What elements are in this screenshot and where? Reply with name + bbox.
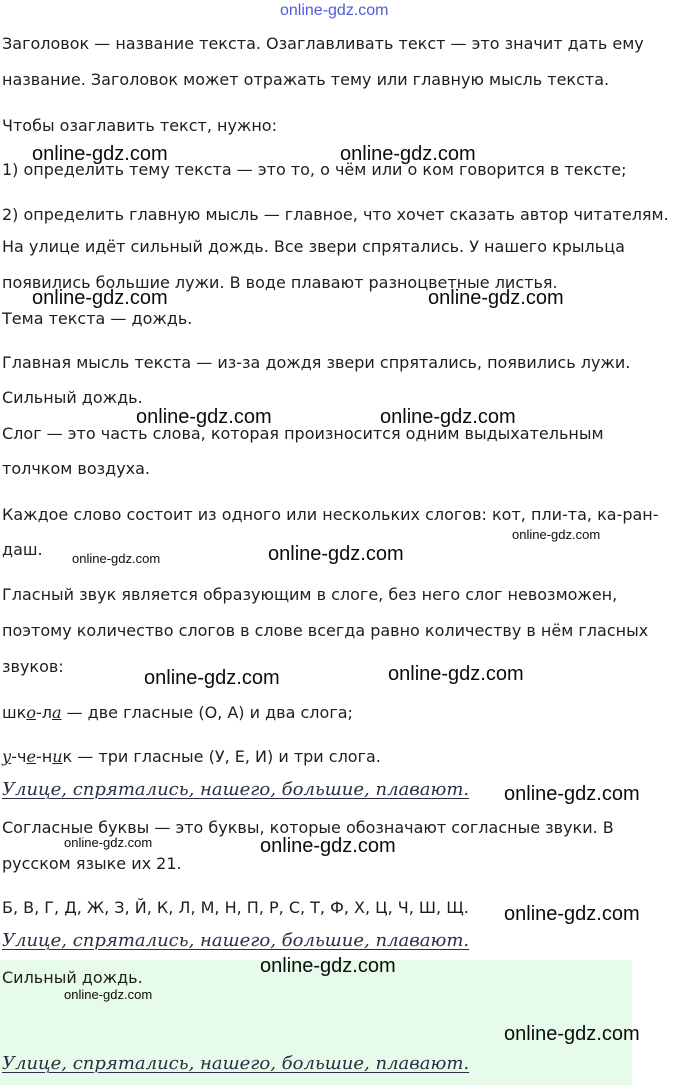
paragraph-consonant-letters: Б, В, Г, Д, Ж, З, Й, К, Л, М, Н, П, Р, С, Т, Ф, Х, Ц, Ч, Ш, Щ.: [2, 898, 469, 917]
paragraph-title-answer-2: Сильный дождь.: [2, 968, 143, 987]
paragraph-consonants-1: Согласные буквы — это буквы, которые обозначают согласные звуки. В: [2, 818, 614, 837]
paragraph-step-2: 2) определить главную мысль — главное, что хочет сказать автор читателям.: [2, 205, 669, 224]
paragraph-how-to-title: Чтобы озаглавить текст, нужно:: [2, 116, 277, 135]
paragraph-consonants-2: русском языке их 21.: [2, 854, 182, 873]
paragraph-title-definition-2: название. Заголовок может отражать тему или главную мысль текста.: [2, 70, 610, 89]
paragraph-text-2: появились большие лужи. В воде плавают разноцветные листья.: [2, 273, 558, 292]
example-student: у-че-ник — три гласные (У, Е, И) и три слога.: [2, 747, 381, 766]
handwriting-answer-2: Улице, спрятались, нашего, большие, плавают.: [2, 930, 470, 951]
watermark: online-gdz.com: [504, 903, 640, 925]
top-watermark: online-gdz.com: [280, 2, 389, 19]
paragraph-syllable-2: толчком воздуха.: [2, 459, 151, 478]
watermark: online-gdz.com: [136, 406, 272, 428]
paragraph-vowel-1: Гласный звук является образующим в слоге, без него слог невозможен,: [2, 585, 618, 604]
watermark: online-gdz.com: [388, 663, 524, 685]
watermark-small: online-gdz.com: [64, 987, 153, 1002]
watermark-small: online-gdz.com: [72, 551, 161, 566]
paragraph-title-answer: Сильный дождь.: [2, 388, 143, 407]
paragraph-syllable-1: Слог — это часть слова, которая произносится одним выдыхательным: [2, 424, 604, 443]
watermark: online-gdz.com: [260, 835, 396, 857]
handwriting-answer-1: Улице, спрятались, нашего, большие, плавают.: [2, 779, 470, 800]
watermark: online-gdz.com: [504, 783, 640, 805]
handwriting-answer-3: Улице, спрятались, нашего, большие, плавают.: [2, 1053, 470, 1074]
paragraph-topic: Тема текста — дождь.: [2, 309, 193, 328]
paragraph-vowel-3: звуков:: [2, 657, 64, 676]
watermark: online-gdz.com: [32, 143, 168, 165]
example-school: шко-ла — две гласные (О, А) и два слога;: [2, 703, 353, 722]
paragraph-vowel-2: поэтому количество слогов в слове всегда равно количеству в нём гласных: [2, 621, 649, 640]
watermark: online-gdz.com: [380, 406, 516, 428]
watermark: online-gdz.com: [144, 667, 280, 689]
paragraph-text-1: На улице идёт сильный дождь. Все звери спрятались. У нашего крыльца: [2, 237, 625, 256]
paragraph-words-1: Каждое слово состоит из одного или нескольких слогов: кот, пли-та, ка-ран-: [2, 505, 659, 524]
paragraph-title-definition-1: Заголовок — название текста. Озаглавливать текст — это значит дать ему: [2, 34, 644, 53]
watermark: online-gdz.com: [260, 955, 396, 977]
watermark: online-gdz.com: [268, 543, 404, 565]
watermark: online-gdz.com: [340, 143, 476, 165]
watermark: online-gdz.com: [428, 287, 564, 309]
paragraph-words-2: даш.: [2, 540, 43, 559]
watermark-small: online-gdz.com: [64, 835, 153, 850]
paragraph-main-idea: Главная мысль текста — из-за дождя звери спрятались, появились лужи.: [2, 353, 631, 372]
paragraph-step-1: 1) определить тему текста — это то, о чём или о ком говорится в тексте;: [2, 160, 627, 179]
watermark: online-gdz.com: [32, 287, 168, 309]
watermark-small: online-gdz.com: [512, 527, 601, 542]
watermark: online-gdz.com: [504, 1023, 640, 1045]
